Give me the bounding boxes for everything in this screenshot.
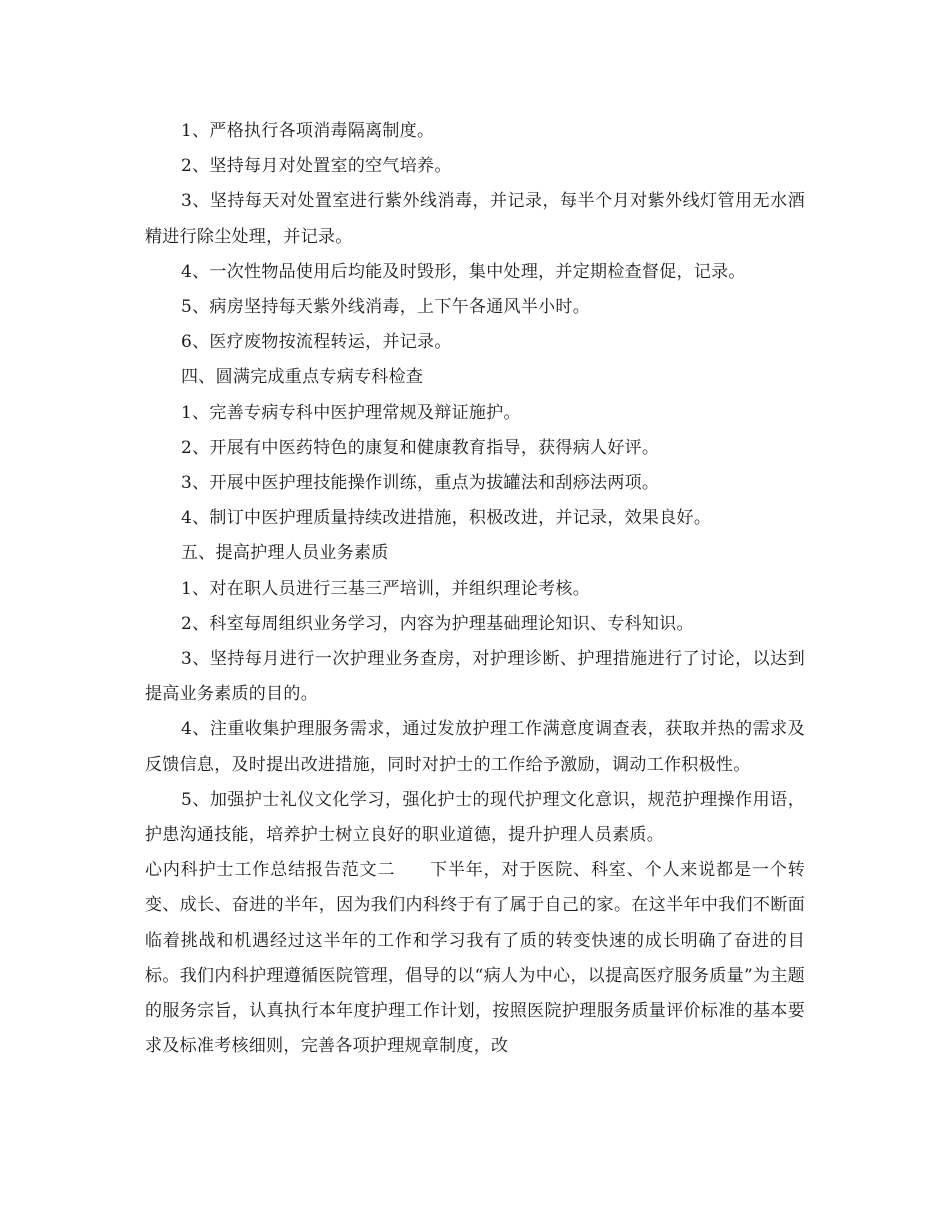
report-body: 下半年，对于医院、科室、个人来说都是一个转变、成长、奋进的半年，因为我们内科终于有了属于自己的家。在这半年中我们不断面临着挑战和机遇经过这半年的工作和学习我有了质的转变快速的成长明确了奋进的目标。我们内科护理遵循医院管理，倡导的以“病人为中心，以提高医疗服务质量”为主题的服务宗旨，认真执行本年度护理工作计划，按照医院护理服务质量评价标准的基本要求及标准考核细则，完善各项护理规章制度，改 xyxy=(145,860,805,1057)
section-heading-four: 四、圆满完成重点专病专科检查 xyxy=(181,367,424,388)
paragraph-quality-2: 2、科室每周组织业务学习，内容为护理基础理论知识、专科知识。 xyxy=(181,613,694,634)
paragraph-disinfection-1: 1、严格执行各项消毒隔离制度。 xyxy=(181,121,435,141)
document-body xyxy=(145,114,805,1064)
paragraph-disinfection-4: 4、一次性物品使用后均能及时毁形，集中处理，并定期检查督促，记录。 xyxy=(181,261,746,282)
paragraph-quality-4: 4、注重收集护理服务需求，通过发放护理工作满意度调查表，获取并热的需求及反馈信息，及时提出改进措施，同时对护士的工作给予激励，调动工作积极性。 xyxy=(145,719,805,775)
paragraph-disinfection-2: 2、坚持每月对处置室的空气培养。 xyxy=(181,156,452,177)
paragraph-specialty-3: 3、开展中医护理技能操作训练，重点为拔罐法和刮痧法两项。 xyxy=(181,473,660,494)
paragraph-specialty-2: 2、开展有中医药特色的康复和健康教育指导，获得病人好评。 xyxy=(181,437,660,458)
paragraph-disinfection-3: 3、坚持每天对处置室进行紫外线消毒，并记录，每半个月对紫外线灯管用无水酒精进行除尘处理，并记录。 xyxy=(145,191,805,247)
paragraph-quality-5: 5、加强护士礼仪文化学习，强化护士的现代护理文化意识，规范护理操作用语，护患沟通技能，培养护士树立良好的职业道德，提升护理人员素质。 xyxy=(145,789,805,846)
paragraph-disinfection-5: 5、病房坚持每天紫外线消毒，上下午各通风半小时。 xyxy=(181,297,591,318)
paragraph-specialty-1: 1、完善专病专科中医护理常规及辩证施护。 xyxy=(181,402,521,423)
section-heading-five: 五、提高护理人员业务素质 xyxy=(181,543,389,564)
paragraph-quality-1: 1、对在职人员进行三基三严培训，并组织理论考核。 xyxy=(181,578,591,599)
final-paragraph xyxy=(145,853,805,1064)
paragraph-specialty-4: 4、制订中医护理质量持续改进措施，积极改进，并记录，效果良好。 xyxy=(181,508,712,529)
paragraph-quality-3: 3、坚持每月进行一次护理业务查房，对护理诊断、护理措施进行了讨论，以达到提高业务素质的目的。 xyxy=(145,649,805,705)
paragraph-disinfection-6: 6、医疗废物按流程转运，并记录。 xyxy=(181,332,452,353)
report-title: 心内科护士工作总结报告范文二 xyxy=(145,860,396,881)
